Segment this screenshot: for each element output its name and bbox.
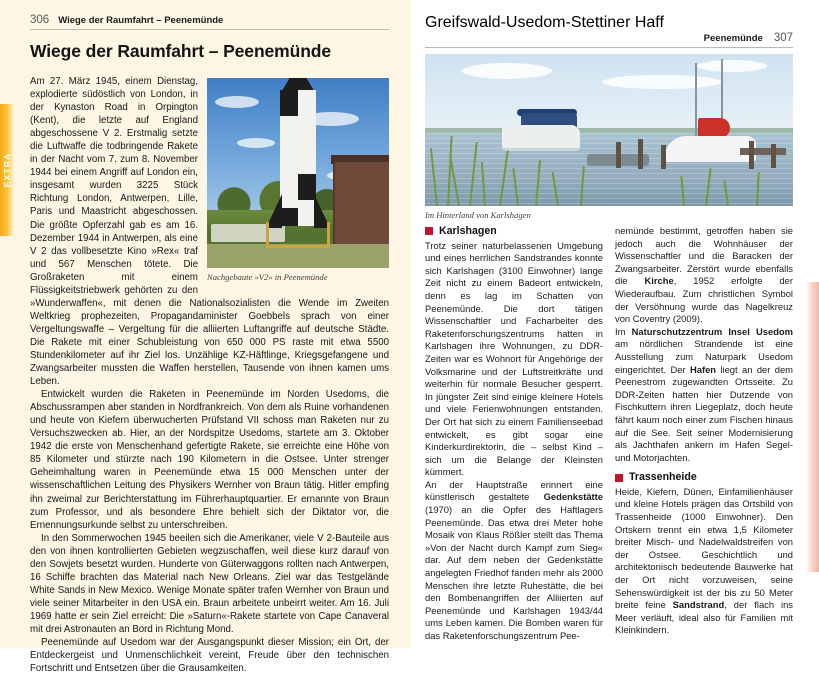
- paragraph: Peenemünde auf Usedom war der Ausgangspunkt dieser Mission; ein Ort, der Entdeckergeist und Unmenschlichkeit vereint, Freude über den technischen Fortschritt und Entsetzen über die Grausamkeiten.: [30, 637, 389, 675]
- right-running-head: [425, 32, 793, 48]
- paragraph-kirche: [615, 225, 793, 326]
- right-column-2: [615, 225, 793, 643]
- text-run: , der flach ins Meer verläuft, ideal also für Familien mit Kleinkindern.: [615, 599, 793, 636]
- text-run: Heide, Kiefern, Dünen, Einfamilienhäuser und kleine Hotels prägen das Ortsbild von Trassenheide (1000 Einwohner). Den Ortskern trennt ein etwa 1,5 Kilometer breiter Misch- und Nadelwaldstreifen von der Ostsee. Geschichtlich und architektonisch bedeutende Bauwerke hat der Ort nicht vorzuweisen, seine Sehenswürdigkeit ist der bis zu 50 Meter breite feine: [615, 485, 793, 611]
- figure-karlshagen: [425, 54, 793, 221]
- left-body-text: [30, 75, 389, 675]
- page-title: Wiege der Raumfahrt – Peenemünde: [30, 41, 332, 61]
- right-columns: [425, 225, 793, 643]
- left-running-head-title: Wiege der Raumfahrt – Peenemünde: [58, 15, 224, 26]
- rocket-shape: [280, 90, 316, 226]
- edge-tab-extra-label: EXTRA: [2, 152, 12, 188]
- text-run: nemünde bestimmt, getroffen haben sie jedoch auch die Wohnhäuser der Wissenschaftler und die Baracken der Zwangsarbeiter. Zerstört wurde ebenfalls die: [615, 225, 793, 287]
- term-hafen: Hafen: [689, 363, 717, 375]
- paragraph: In den Sommerwochen 1945 beeilen sich die Amerikaner, viele V 2-Bauteile aus den von ihnen kontrollierten Gebieten wegzuschaffen, weil diese kurz darauf von den Sowjets besetzt wurden. Hunderte von Güterwaggons rollten nach Antwerpen, 16 Schiffe brachten das Material nach New Orleans. Ziel war das Testgelände White Sands in New Mexico. Wenige Monate später trafen Wernher von Braun und viele seiner Mitarbeiter in den USA ein. Braun arbeitete unbeirrt weiter. Am 16. Juli 1969 hatte er sein Ziel erreicht: Die »Saturn«-Rakete startete von Cape Canaveral mit drei Astronauten an Bord in Richtung Mond.: [30, 532, 389, 635]
- text-run: liegt an der dem Peenestrom zugewandten Ortsseite. Zu DDR-Zeiten hatten hier Dutzende von Fischkuttern ihren Liegeplatz, doch heute fährt kaum noch einer zum Fischen hinaus auf die See. Seit seiner Modernisierung als Jachthafen ankern im Hafen Segel- und Motorjachten.: [615, 363, 793, 463]
- section-heading-karlshagen: [425, 225, 603, 238]
- left-page-number: 306: [30, 14, 50, 26]
- edge-tab-extra: [0, 104, 14, 236]
- edge-tab-region-label: Greifswald-Usedom-Stettiner Haff: [425, 14, 664, 31]
- text-run: , 1952 erfolgte der Wiederaufbau. Zum christlichen Symbol der Versöhnung wurde das Nagelkreuz von Coventry (2009).: [615, 275, 793, 325]
- section-heading-trassenheide: [615, 471, 793, 484]
- text-run: An der Hauptstraße erinnert eine künstlerisch gestaltete: [425, 478, 603, 503]
- term-kirche: Kirche: [644, 275, 674, 287]
- right-running-head-title: Peenemünde: [703, 33, 763, 44]
- figure-caption-v2: Nachgebaute »V2« in Peenemünde: [207, 272, 328, 282]
- paragraph: Entwickelt wurden die Raketen in Peenemünde im Norden Usedoms, die Abschussrampen aber standen in Nordfrankreich. Von dem als Ruine vorhandenen und heute von Kiefern überwucherten Prüfstand VII schoss man Raketen nur zu Versuchszwecken ab. Hier, an der Nordspitze Usedoms, startete am 3. Oktober 1942 die erste von Menschenhand gefertigte Rakete, sie erreichte eine Höhe von 85 Kilometer und stürzte nach 190 Kilometern in die Ostsee. Unter strenger Geheimhaltung waren in Peenemünde etwa 15 000 Menschen unter der wissenschaftlichen Leitung des Physikers Wernher von Braun tätig. Hitler empfing ihn zweimal zur Berichterstattung im Führerhauptquartier. Er ernannte von Braun zum Professor, und als besondere Ehre behielt sich der Diktator vor, die Ernennungsurkunde selbst zu unterschreiben.: [30, 389, 389, 531]
- right-page: [411, 0, 819, 648]
- text-run: (1970) an die Opfer des Haftlagers Peenemünde. Das etwa drei Meter hohe Mosaik von Klaus Rößler stellt das Thema »Von der Nacht durch Kampf zum Sieg« dar. Auf dem neben der Gedenkstätte angelegten Friedhof fanden mehr als 2000 Menschen ihre letzte Ruhestätte, die bei den Bombenangriffen der Alliierten auf Peenemünde und Karlshagen 1943/44 ums Leben kamen. Die Bomben waren für das Raketenforschungszentrum Pee-: [425, 504, 603, 641]
- edge-tab-region: [806, 282, 819, 572]
- karlshagen-harbour-photo: [425, 54, 793, 206]
- paragraph-trassenheide: [615, 486, 793, 637]
- left-running-head: [30, 14, 389, 30]
- right-column-1: [425, 225, 603, 643]
- paragraph: Am 27. März 1945, einem Dienstag, explodierte südöstlich von London, in der Kynaston Road in Orpington (Kent), die letzte auf England abgeschossene V 2. Erstmalig setzte die Luftwaffe die todbringende Rakete in der Nacht vom 7. zum 8. November 1944 bei einem Angriff auf London ein, insgesamt wurden 3225 Stück Richtung London, Antwerpen, Lille, Paris und Maastricht abgeschossen. Die größte Opferzahl gab es am 16. Dezember 1944 in Antwerpen, als eine V 2 das vollbesetzte Kino »Rex« traf und 567 Menschen tötete. Die Großraketen mit einem Flüssigkeitstriebwerk gehörten zu den »Wunderwaffen«, mit denen die Nationalsozialisten die Wende im Zweiten Weltkrieg prophezeiten, Propagandaminister Goebbels sprach von einer Vergeltungswaffe – Vergeltung für die alliierten Luftangriffe auf deutsche Städte. Die Rakete mit einer Schubleistung von 650 000 PS raste mit etwa 5500 Stundenkilometer auf ihr Ziel los. Unzählige KZ-Häftlinge, Kriegsgefangene und Zwangsarbeiter mussten die Waffen herstellen, Tausende von ihnen kamen ums Leben.: [30, 76, 389, 388]
- figure-v2-rocket: [207, 78, 389, 283]
- figure-caption-karlshagen: Im Hinterland von Karlshagen: [425, 210, 531, 220]
- term-gedenkstaette: Gedenkstätte: [543, 491, 603, 503]
- red-square-bullet-icon: [615, 474, 623, 482]
- text-run: Im: [615, 325, 632, 337]
- paragraph: Trotz seiner naturbelassenen Umgebung und eines herrlichen Sandstrandes konnte sich Karlshagen (3100 Einwohner) lange Zeit nicht zu einem Badeort entwickeln, denn es lag im Schatten von Peenemünde. Die dort tätigen Wissenschaftler und Facharbeiter des Raketenforschungszentrums hatten in Karlshagen ihre Wohnungen, zu DDR-Zeiten war es Wohnort für Angehörige der Volksmarine und der Luftstreitkräfte und weiterhin für normale Besucher gesperrt. In jüngster Zeit sind einige kleinere Hotels und viele Ferienwohnungen entstanden. Der Ort hat sich zu einem Familienseebad entwickelt, es gibt sogar eine Kinderkurdirektorin, die – selbst Kind – sich um die Belange der Kleinsten kümmert.: [425, 239, 603, 478]
- term-naturschutzzentrum: Naturschutzzentrum Insel Usedom: [631, 325, 793, 337]
- text-run: am nördlichen Strandende ist eine Ausstellung zum Naturpark Usedom eingerichtet. Der: [615, 338, 793, 375]
- paragraph-naturschutzzentrum: [615, 326, 793, 465]
- red-square-bullet-icon: [425, 227, 433, 235]
- term-sandstrand: Sandstrand: [672, 599, 725, 611]
- right-page-number: 307: [773, 32, 793, 44]
- paragraph-gedenkstaette: [425, 479, 603, 643]
- v2-rocket-photo: [207, 78, 389, 268]
- section-heading-label: Trassenheide: [629, 471, 697, 484]
- section-heading-label: Karlshagen: [439, 225, 497, 237]
